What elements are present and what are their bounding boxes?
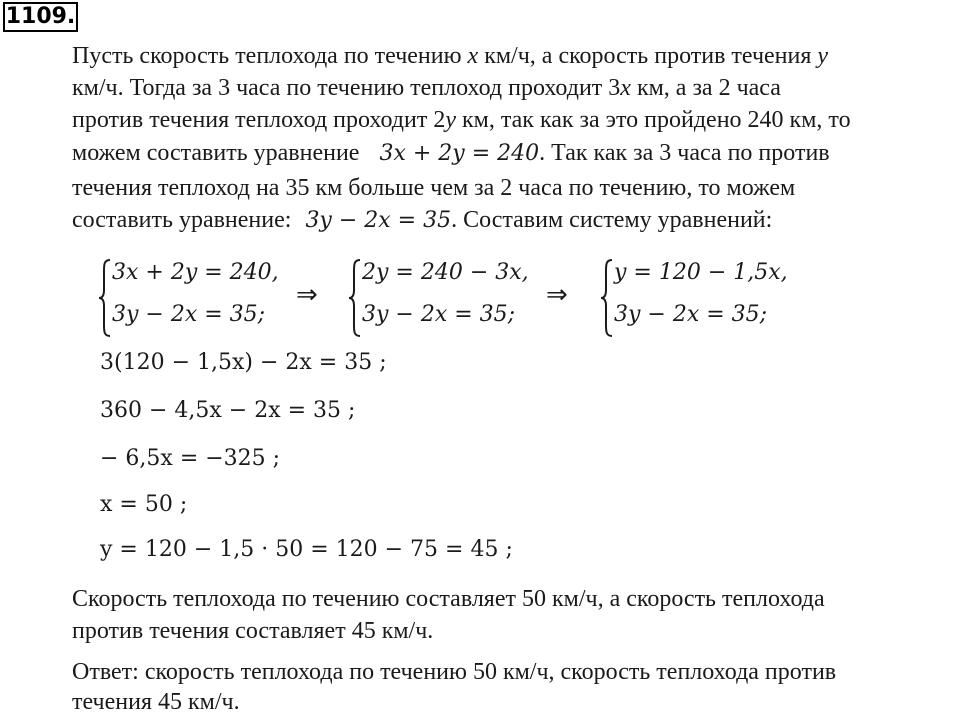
intro-text: км, а за 2 часа xyxy=(630,75,781,101)
intro-text: км, так как за это пройдено 240 км, то xyxy=(456,107,851,133)
conclusion-line-1: Скорость теплохода по течению составляет 50 км/ч, а скорость теплохода xyxy=(72,586,825,612)
problem-number: 1109. xyxy=(3,2,78,32)
var-x: x xyxy=(620,75,631,101)
intro-line-1 xyxy=(72,40,952,72)
system-row: 3y − 2x = 35; xyxy=(112,302,266,327)
intro-text: Пусть скорость теплохода по течению xyxy=(72,43,468,69)
intro-line-6 xyxy=(72,204,952,237)
brace-icon xyxy=(348,258,362,338)
equation-system-2 xyxy=(348,258,548,338)
solution-step: − 6,5x = −325 ; xyxy=(100,446,281,471)
var-y: y xyxy=(445,107,456,133)
system-row: 2y = 240 − 3x, xyxy=(362,260,529,285)
var-y: y xyxy=(817,43,829,69)
intro-text: км/ч, а скорость против течения xyxy=(478,43,818,69)
implies-arrow: ⇒ xyxy=(296,280,318,310)
system-row: 3x + 2y = 240, xyxy=(112,260,279,285)
intro-line-2 xyxy=(72,72,952,104)
solution-step: 3(120 − 1,5x) − 2x = 35 ; xyxy=(100,350,387,375)
solution-step: x = 50 ; xyxy=(100,492,188,517)
equation-inline-1: 3x + 2y = 240 xyxy=(379,141,540,166)
implies-arrow: ⇒ xyxy=(546,280,568,310)
intro-line-5: течения теплоход на 35 км больше чем за 2 часа по течению, то можем xyxy=(72,175,796,201)
brace-icon xyxy=(98,258,112,338)
solution-step: y = 120 − 1,5 · 50 = 120 − 75 = 45 ; xyxy=(100,537,513,562)
intro-text: км/ч. Тогда за 3 часа по течению теплоход проходит 3 xyxy=(72,75,621,101)
system-row: 3y − 2x = 35; xyxy=(614,302,768,327)
equation-system-3 xyxy=(600,258,800,338)
intro-text: . Составим систему уравнений: xyxy=(451,207,773,233)
var-x: x xyxy=(467,43,479,69)
intro-line-4 xyxy=(72,137,952,170)
intro-text: составить уравнение: xyxy=(72,207,292,233)
intro-text: против течения теплоход проходит 2 xyxy=(72,107,446,133)
equation-inline-2: 3y − 2x = 35 xyxy=(305,208,452,233)
conclusion-line-2: против течения составляет 45 км/ч. xyxy=(72,618,434,644)
answer-line-1: Ответ: скорость теплохода по течению 50 км/ч, скорость теплохода против xyxy=(72,659,837,685)
intro-text: . Так как за 3 часа по против xyxy=(539,140,830,166)
brace-icon xyxy=(600,258,614,338)
system-row: 3y − 2x = 35; xyxy=(362,302,516,327)
system-row: y = 120 − 1,5x, xyxy=(614,260,788,285)
equation-system-1 xyxy=(98,258,298,338)
intro-line-3 xyxy=(72,104,952,136)
intro-text: можем составить уравнение xyxy=(72,140,360,166)
answer-line-2: течения 45 км/ч. xyxy=(72,689,240,715)
solution-step: 360 − 4,5x − 2x = 35 ; xyxy=(100,398,356,423)
